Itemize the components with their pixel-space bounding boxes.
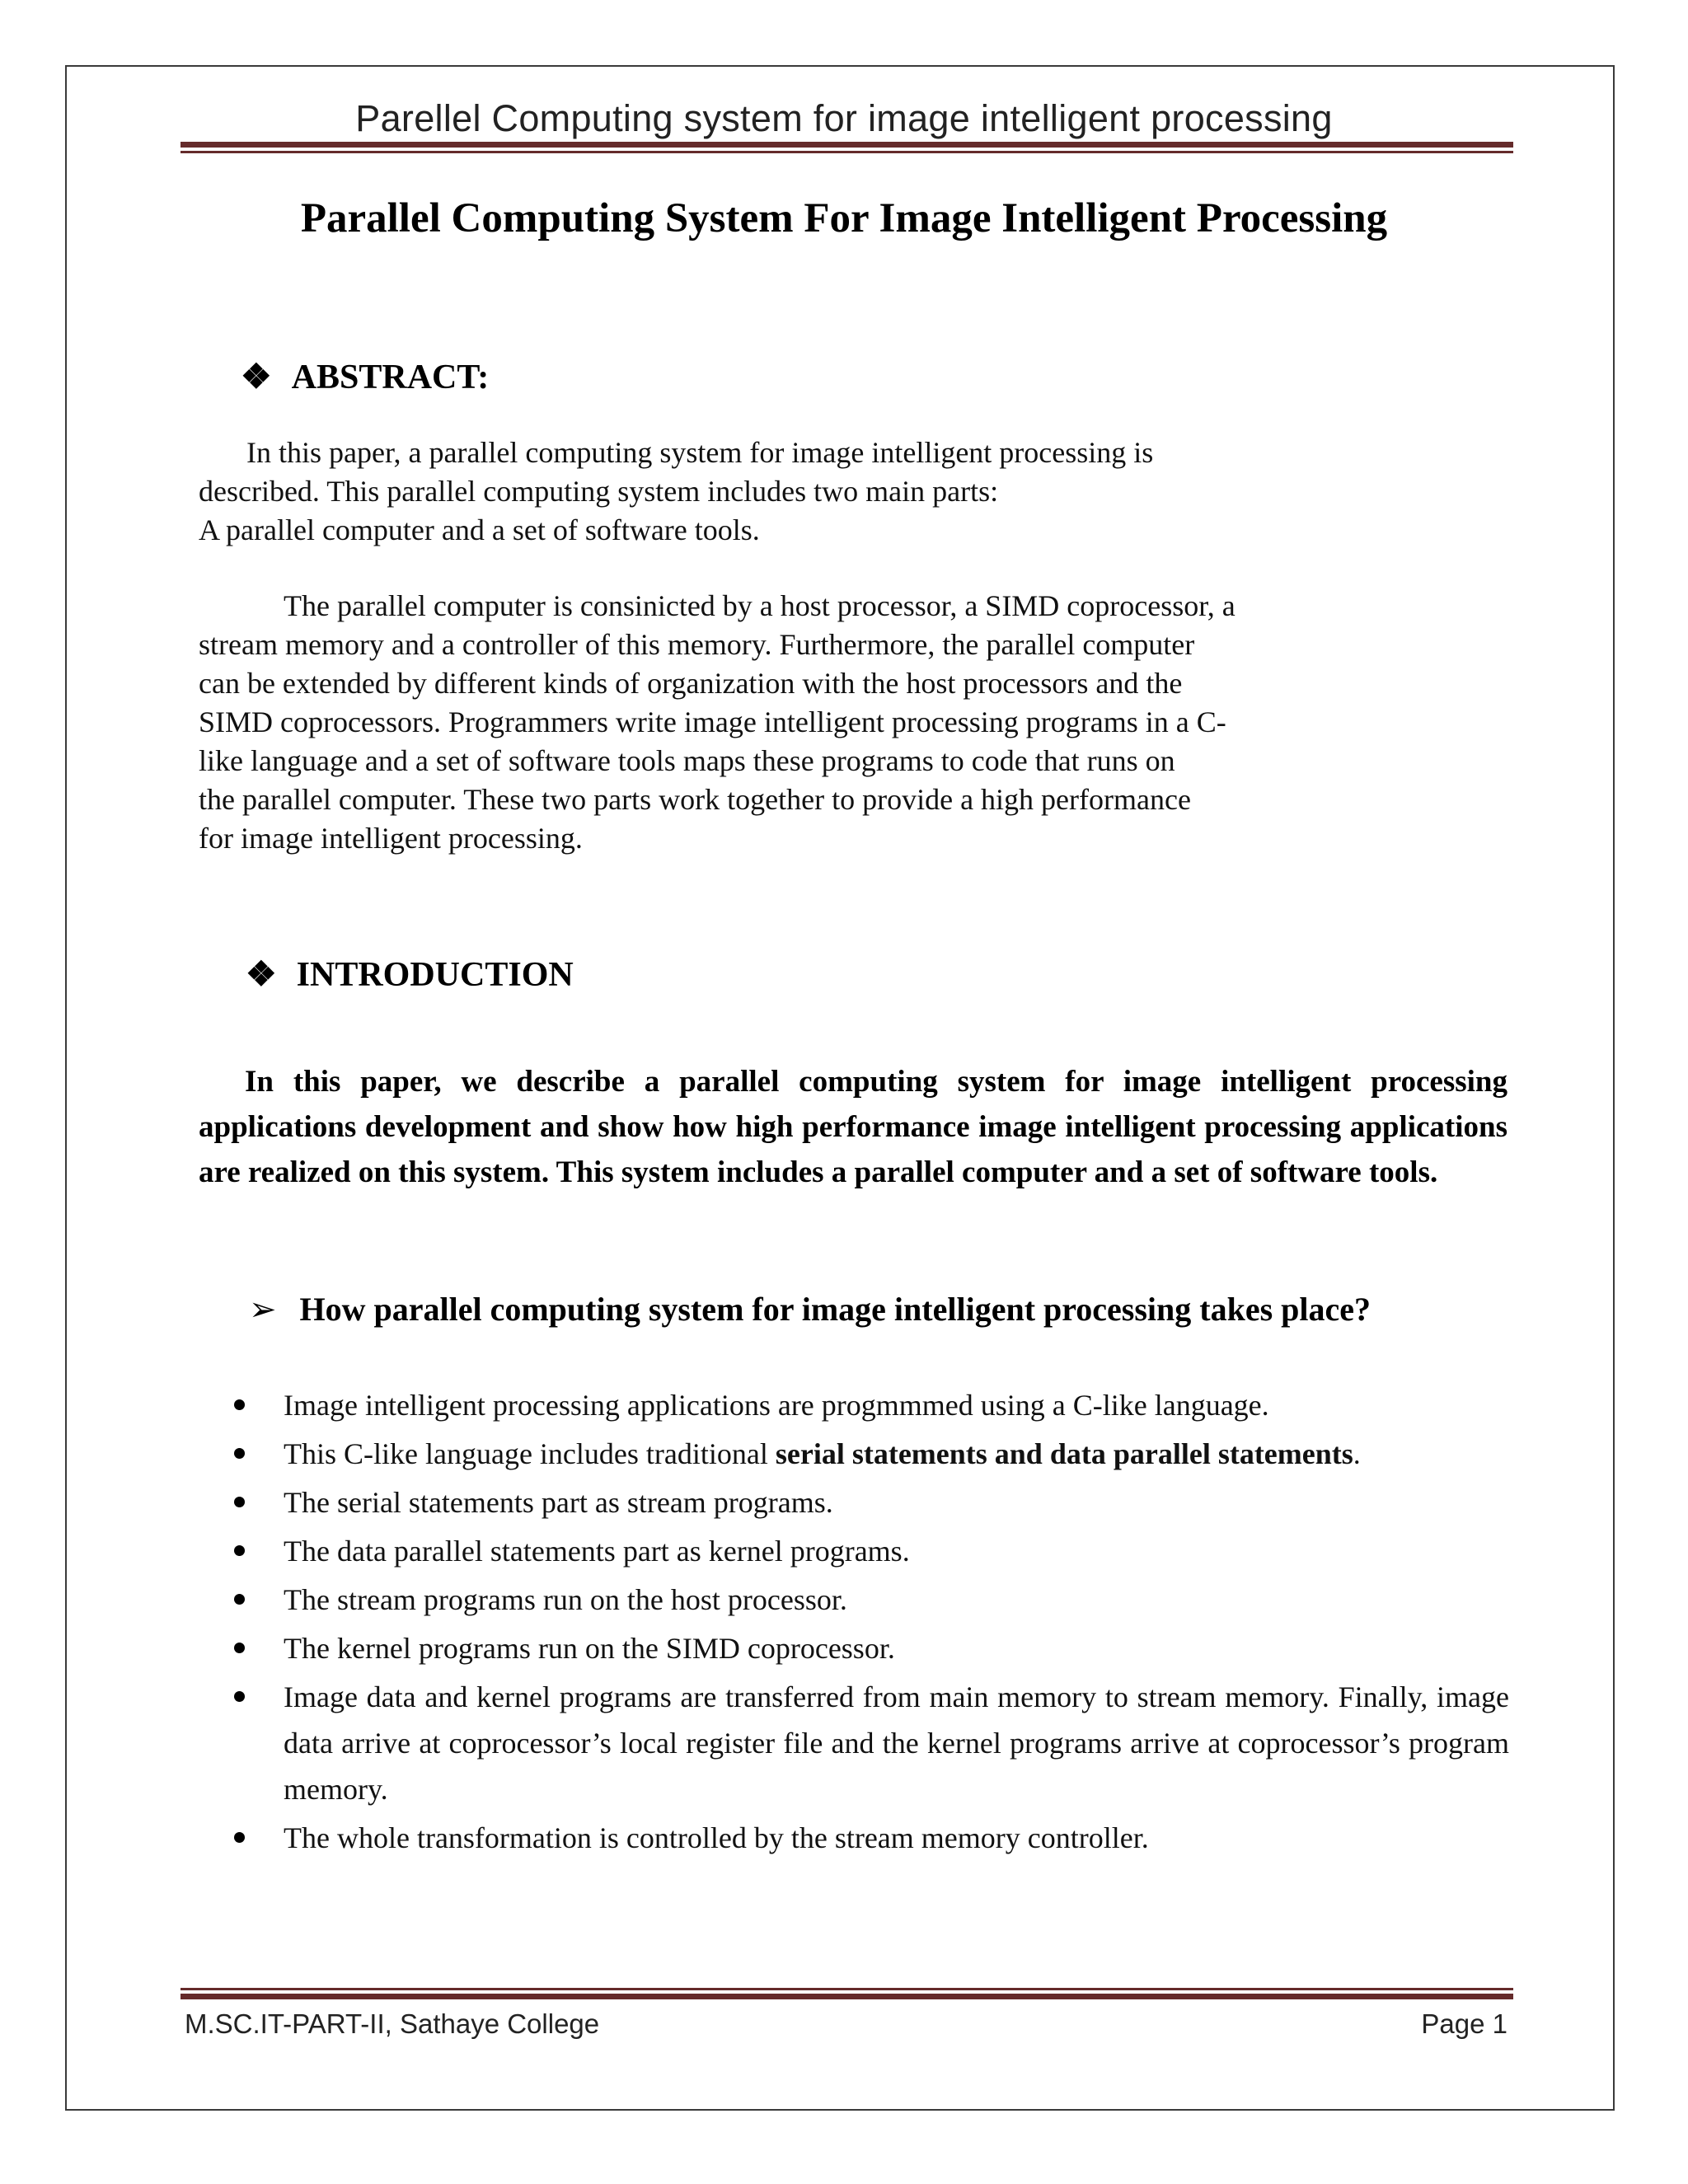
abstract-p2-line: can be extended by different kinds of organization with the host processors and the	[199, 667, 1183, 700]
list-item-text: This C-like language includes traditional	[284, 1437, 776, 1470]
footer-rule-thick	[181, 1994, 1513, 1999]
list-item-text: The data parallel statements part as kernel programs.	[284, 1535, 910, 1568]
bullet-dot-icon	[234, 1497, 245, 1507]
list-item	[229, 1674, 1509, 1812]
bullet-dot-icon	[234, 1594, 245, 1605]
list-item	[229, 1431, 1509, 1477]
list-item	[229, 1815, 1509, 1861]
abstract-p1-line: In this paper, a parallel computing system for image intelligent processing is	[246, 436, 1154, 469]
abstract-p2-line: The parallel computer is consinicted by a host processor, a SIMD coprocessor, a	[284, 589, 1236, 622]
diamond-bullet-icon: ❖	[246, 956, 277, 994]
bullet-dot-icon	[234, 1448, 245, 1459]
list-item	[229, 1528, 1509, 1574]
abstract-paragraph-1	[199, 434, 1153, 550]
header-rule-thin	[181, 151, 1513, 153]
abstract-p2-line: the parallel computer. These two parts work together to provide a high performance	[199, 783, 1191, 816]
list-item	[229, 1577, 1509, 1623]
list-item-text: The serial statements part as stream programs.	[284, 1486, 833, 1519]
list-item-text: The kernel programs run on the SIMD coprocessor.	[284, 1632, 895, 1665]
header-rule-thick	[181, 142, 1513, 148]
list-item	[229, 1382, 1509, 1428]
list-item-text: Image intelligent processing applications are progmmmed using a C-like language.	[284, 1389, 1269, 1422]
list-item-text: Image data and kernel programs are transferred from main memory to stream memory. Finally, image data arrive at coprocessor’s local register file and the kernel programs arrive at coprocessor’s program memory.	[284, 1680, 1509, 1806]
subsection-heading-label: How parallel computing system for image intelligent processing takes place?	[299, 1291, 1372, 1328]
document-title: Parallel Computing System For Image Intelligent Processing	[300, 195, 1388, 241]
process-bullet-list	[229, 1382, 1509, 1863]
abstract-p2-line: stream memory and a controller of this memory. Furthermore, the parallel computer	[199, 628, 1195, 661]
arrow-bullet-icon: ➢	[249, 1291, 277, 1328]
bullet-dot-icon	[234, 1832, 245, 1843]
running-header: Parellel Computing system for image intelligent processing	[355, 97, 1333, 139]
introduction-heading-label: INTRODUCTION	[296, 956, 574, 994]
footer-college: M.SC.IT-PART-II, Sathaye College	[185, 2008, 600, 2039]
abstract-p2-line: SIMD coprocessors. Programmers write image intelligent processing programs in a C-	[199, 705, 1226, 738]
list-item-text: The stream programs run on the host processor.	[284, 1583, 847, 1616]
abstract-heading	[241, 356, 489, 397]
list-item	[229, 1625, 1509, 1671]
abstract-p2-line: like language and a set of software tools maps these programs to code that runs on	[199, 744, 1175, 777]
bullet-dot-icon	[234, 1643, 245, 1653]
bullet-dot-icon	[234, 1691, 245, 1702]
subsection-heading	[249, 1290, 1371, 1329]
footer-page-number: Page 1	[1421, 2008, 1507, 2039]
bullet-dot-icon	[234, 1399, 245, 1410]
abstract-p1-line: described. This parallel computing system includes two main parts:	[199, 475, 999, 508]
abstract-paragraph-2	[199, 587, 1236, 858]
bullet-dot-icon	[234, 1545, 245, 1556]
abstract-p2-line: for image intelligent processing.	[199, 822, 583, 855]
introduction-paragraph: In this paper, we describe a parallel computing system for image intelligent processing applications development and show how high performance image intelligent processing applications are realized on this system. This system includes a parallel computer and a set of software tools.	[199, 1065, 1507, 1189]
abstract-heading-label: ABSTRACT:	[291, 359, 490, 396]
abstract-p1-line: A parallel computer and a set of software tools.	[199, 513, 760, 546]
introduction-heading	[246, 954, 574, 995]
list-item-text: .	[1353, 1437, 1361, 1470]
diamond-bullet-icon: ❖	[241, 359, 272, 396]
list-item	[229, 1479, 1509, 1526]
list-item-bold-text: serial statements and data parallel statements	[775, 1437, 1353, 1470]
list-item-text: The whole transformation is controlled by the stream memory controller.	[284, 1821, 1149, 1854]
footer-rule-thin	[181, 1988, 1513, 1990]
